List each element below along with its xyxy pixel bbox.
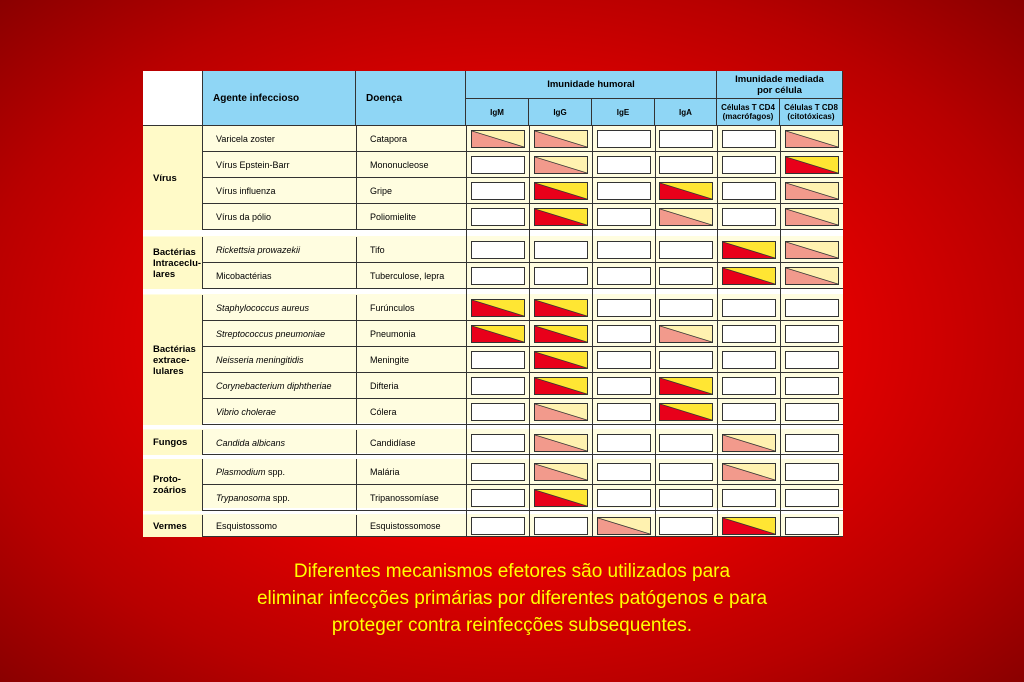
header-disease: Doença <box>356 71 466 126</box>
response-fill <box>535 435 587 451</box>
agent-name: Vírus da pólio <box>216 212 272 222</box>
disease-cell: Tripanossomíase <box>356 485 466 511</box>
agent-name: Rickettsia prowazekii <box>216 245 301 255</box>
response-fill <box>660 378 712 394</box>
column-divider <box>780 126 781 537</box>
response-fill <box>535 352 587 368</box>
response-box-none <box>659 241 713 259</box>
response-box-none <box>597 377 651 395</box>
column-divider <box>655 126 656 537</box>
response-box-none <box>534 517 588 535</box>
response-box-strong <box>534 299 588 317</box>
group-label-line: Vírus <box>153 172 177 184</box>
header-cd8-line1: Células T CD8 <box>784 103 838 112</box>
row-divider <box>203 424 843 425</box>
response-box-strong <box>785 156 839 174</box>
header-cell-mediated-line1: Imunidade mediada <box>735 73 824 85</box>
response-fill <box>786 157 838 173</box>
group-label-line: Bactérias <box>153 343 196 355</box>
response-box-none <box>597 463 651 481</box>
group-label-line: Bactérias <box>153 246 196 258</box>
response-box-none <box>785 434 839 452</box>
response-fill <box>535 300 587 316</box>
response-box-none <box>722 377 776 395</box>
response-box-none <box>659 267 713 285</box>
group-label-line: Vermes <box>153 520 187 532</box>
agent-name: Candida albicans <box>216 437 286 448</box>
response-box-none <box>471 377 525 395</box>
agent-cell <box>203 347 356 373</box>
response-box-strong <box>471 299 525 317</box>
disease-cell: Malária <box>356 459 466 485</box>
response-box-strong <box>534 351 588 369</box>
agent-name: Vírus Epstein-Barr <box>216 160 290 170</box>
header-cd8 <box>780 99 843 126</box>
response-box-weak <box>597 517 651 535</box>
response-box-weak <box>534 403 588 421</box>
response-box-none <box>597 208 651 226</box>
response-box-none <box>659 299 713 317</box>
response-box-none <box>785 403 839 421</box>
response-fill <box>660 404 712 420</box>
response-box-strong <box>534 377 588 395</box>
response-fill <box>723 435 775 451</box>
response-box-none <box>722 130 776 148</box>
response-box-strong <box>471 325 525 343</box>
response-box-none <box>471 403 525 421</box>
header-cd4-line2: (macrófagos) <box>722 112 774 121</box>
response-box-none <box>534 267 588 285</box>
response-box-none <box>785 489 839 507</box>
group-separator <box>143 230 843 236</box>
row-divider <box>203 229 843 230</box>
response-box-weak <box>659 208 713 226</box>
group-label-line: Intraceclu- <box>153 257 202 269</box>
header-cell-mediated <box>717 71 843 99</box>
row-divider <box>203 454 843 455</box>
response-box-none <box>785 517 839 535</box>
agent-name: Streptococcus pneumoniae <box>216 329 326 339</box>
response-box-weak <box>722 434 776 452</box>
header-igg: IgG <box>529 99 592 126</box>
response-fill <box>535 131 587 147</box>
agent-name: Neisseria meningitidis <box>216 355 304 365</box>
response-box-none <box>722 299 776 317</box>
group-label <box>143 126 203 230</box>
group-label-line: Proto- <box>153 474 181 485</box>
response-box-strong <box>534 182 588 200</box>
agent-cell <box>203 321 356 347</box>
response-box-none <box>597 299 651 317</box>
response-box-weak <box>722 463 776 481</box>
response-fill <box>723 464 775 480</box>
header-cell-mediated-line2: por célula <box>757 84 802 96</box>
agent-suffix: spp. <box>265 467 286 477</box>
response-box-weak <box>534 156 588 174</box>
agent-cell <box>203 152 356 178</box>
response-box-none <box>722 156 776 174</box>
response-fill <box>535 183 587 199</box>
response-box-none <box>597 403 651 421</box>
response-fill <box>723 518 775 534</box>
column-divider <box>717 126 718 537</box>
agent-cell <box>203 178 356 204</box>
response-box-strong <box>534 489 588 507</box>
column-divider <box>592 126 593 537</box>
immunity-table <box>143 71 843 537</box>
response-box-none <box>785 463 839 481</box>
agent-cell <box>203 204 356 230</box>
disease-cell: Pneumonia <box>356 321 466 347</box>
agent-cell <box>203 373 356 399</box>
disease-cell: Cólera <box>356 399 466 425</box>
response-fill <box>472 326 524 342</box>
agent-name: Corynebacterium diphtheriae <box>216 381 332 391</box>
response-fill <box>535 157 587 173</box>
header-agent: Agente infeccioso <box>203 71 356 126</box>
response-fill <box>472 131 524 147</box>
header-cd4-line1: Células T CD4 <box>721 103 775 112</box>
group-label <box>143 295 203 425</box>
response-box-none <box>785 325 839 343</box>
response-box-none <box>659 434 713 452</box>
header-cd4 <box>717 99 780 126</box>
disease-cell: Difteria <box>356 373 466 399</box>
header-cd8-line2: (citotóxicas) <box>787 112 835 121</box>
response-box-none <box>597 351 651 369</box>
agent-name: Esquistossomo <box>216 521 278 531</box>
response-fill <box>660 209 712 225</box>
response-box-strong <box>534 325 588 343</box>
header-ige: IgE <box>592 99 655 126</box>
response-box-weak <box>659 325 713 343</box>
response-box-none <box>659 156 713 174</box>
response-box-weak <box>785 267 839 285</box>
response-box-none <box>471 351 525 369</box>
response-box-none <box>471 182 525 200</box>
response-fill <box>786 242 838 258</box>
response-box-strong <box>534 208 588 226</box>
agent-cell <box>203 237 356 263</box>
header-igm: IgM <box>466 99 529 126</box>
caption-line-1: Diferentes mecanismos efetores são utilizados para <box>293 561 731 582</box>
group-label-line: Fungos <box>153 437 188 448</box>
agent-name: Varicela zoster <box>216 134 275 144</box>
response-box-none <box>471 267 525 285</box>
disease-cell: Tifo <box>356 237 466 263</box>
disease-cell: Meningite <box>356 347 466 373</box>
response-fill <box>535 209 587 225</box>
agent-name: Vibrio cholerae <box>216 407 276 417</box>
response-box-none <box>471 156 525 174</box>
group-label-line: zoários <box>153 485 187 496</box>
response-box-none <box>722 208 776 226</box>
response-box-none <box>722 325 776 343</box>
agent-name: Staphylococcus aureus <box>216 303 310 313</box>
caption-line-2: eliminar infecções primárias por diferentes patógenos e para <box>256 588 768 609</box>
response-fill <box>723 268 775 284</box>
response-box-none <box>471 241 525 259</box>
caption-line-3: proteger contra reinfecções subsequentes. <box>331 615 693 636</box>
agent-cell <box>203 126 356 152</box>
group-label <box>143 430 203 455</box>
response-box-weak <box>785 130 839 148</box>
agent-cell <box>203 485 356 511</box>
response-fill <box>660 183 712 199</box>
response-box-strong <box>722 267 776 285</box>
response-box-weak <box>785 208 839 226</box>
response-box-none <box>471 208 525 226</box>
disease-cell: Catapora <box>356 126 466 152</box>
agent-cell <box>203 263 356 289</box>
response-fill <box>723 242 775 258</box>
caption <box>0 558 1024 639</box>
response-box-weak <box>534 130 588 148</box>
group-label-line: lares <box>153 268 176 280</box>
response-fill <box>786 131 838 147</box>
response-box-none <box>659 351 713 369</box>
header-humoral: Imunidade humoral <box>466 71 717 99</box>
response-fill <box>660 326 712 342</box>
group-label-line: extrace- <box>153 354 190 366</box>
response-fill <box>786 268 838 284</box>
group-label-line: lulares <box>153 365 184 377</box>
response-box-none <box>534 241 588 259</box>
agent-cell <box>203 399 356 425</box>
response-box-none <box>471 517 525 535</box>
row-divider <box>203 536 843 537</box>
response-box-none <box>471 434 525 452</box>
disease-cell: Gripe <box>356 178 466 204</box>
column-divider <box>466 126 467 537</box>
response-box-none <box>597 241 651 259</box>
response-box-none <box>597 325 651 343</box>
response-fill <box>786 209 838 225</box>
agent-cell <box>203 295 356 321</box>
response-box-none <box>659 463 713 481</box>
response-box-none <box>471 489 525 507</box>
group-label <box>143 515 203 537</box>
agent-cell <box>203 515 356 537</box>
response-box-weak <box>785 241 839 259</box>
response-box-none <box>659 130 713 148</box>
disease-cell: Poliomielite <box>356 204 466 230</box>
group-label <box>143 237 203 289</box>
group-label <box>143 459 203 511</box>
response-box-strong <box>722 517 776 535</box>
response-box-none <box>722 182 776 200</box>
response-fill <box>535 490 587 506</box>
disease-cell: Candidíase <box>356 430 466 455</box>
response-box-none <box>471 463 525 481</box>
header-iga: IgA <box>655 99 717 126</box>
response-box-none <box>597 130 651 148</box>
disease-cell: Tuberculose, lepra <box>356 263 466 289</box>
response-box-weak <box>471 130 525 148</box>
disease-cell: Esquistossomose <box>356 515 466 537</box>
agent-name: Micobactérias <box>216 271 272 281</box>
response-box-weak <box>785 182 839 200</box>
response-fill <box>535 464 587 480</box>
response-box-none <box>597 156 651 174</box>
response-box-none <box>785 351 839 369</box>
disease-cell: Mononucleose <box>356 152 466 178</box>
response-box-none <box>722 403 776 421</box>
response-box-strong <box>659 403 713 421</box>
response-box-strong <box>722 241 776 259</box>
agent-name: Vírus influenza <box>216 186 276 196</box>
response-box-none <box>722 489 776 507</box>
response-fill <box>535 378 587 394</box>
row-divider <box>203 288 843 289</box>
response-box-none <box>722 351 776 369</box>
response-box-none <box>785 299 839 317</box>
agent-name: Trypanosoma <box>216 493 271 503</box>
row-divider <box>203 510 843 511</box>
response-fill <box>786 183 838 199</box>
response-box-none <box>659 489 713 507</box>
disease-cell: Furúnculos <box>356 295 466 321</box>
response-fill <box>535 326 587 342</box>
response-box-none <box>659 517 713 535</box>
agent-suffix: spp. <box>270 493 290 503</box>
response-fill <box>535 404 587 420</box>
response-box-none <box>597 434 651 452</box>
header-corner <box>143 71 203 126</box>
response-box-none <box>785 377 839 395</box>
response-box-none <box>597 182 651 200</box>
response-fill <box>472 300 524 316</box>
response-box-strong <box>659 182 713 200</box>
agent-cell <box>203 430 356 455</box>
response-box-none <box>597 489 651 507</box>
response-fill <box>598 518 650 534</box>
response-box-none <box>597 267 651 285</box>
column-divider <box>529 126 530 537</box>
response-box-strong <box>659 377 713 395</box>
response-box-weak <box>534 463 588 481</box>
agent-cell <box>203 459 356 485</box>
agent-name: Plasmodium <box>216 467 266 477</box>
response-box-weak <box>534 434 588 452</box>
